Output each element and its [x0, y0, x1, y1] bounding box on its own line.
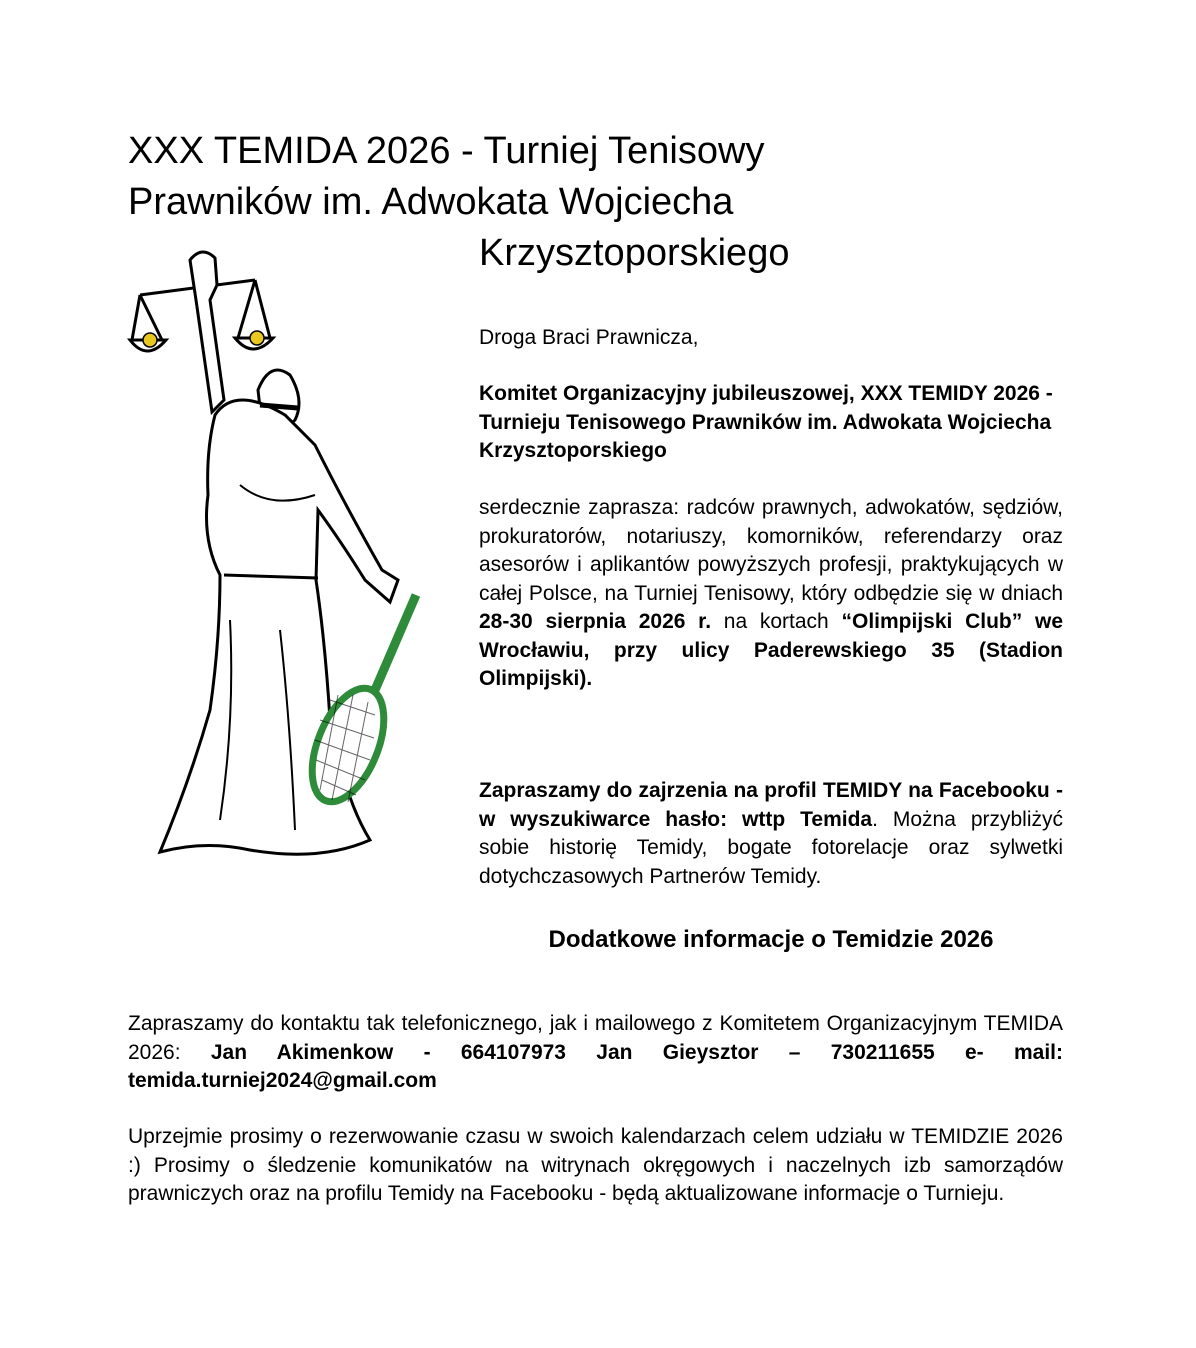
- title-line-2: Prawników im. Adwokata Wojciecha: [128, 181, 734, 223]
- contact-details: Jan Akimenkow - 664107973 Jan Gieysztor – 730211655 e- mail: temida.turniej2024@gmail.com: [128, 1040, 1063, 1092]
- additional-info-heading: Dodatkowe informacje o Temidzie 2026: [548, 926, 994, 953]
- tournament-venue: “Olimpijski Club” we Wrocławiu, przy ulicy Paderewskiego 35 (Stadion Olimpijski).: [479, 610, 1063, 690]
- title-line-3: Krzysztoporskiego: [479, 232, 790, 274]
- facebook-paragraph: [479, 777, 1063, 891]
- tennis-ball-left: [143, 333, 157, 347]
- greeting: Droga Braci Prawnicza,: [479, 326, 699, 349]
- title-line-1: XXX TEMIDA 2026 - Turniej Tenisowy: [128, 130, 765, 172]
- tournament-dates: 28-30 sierpnia 2026 r.: [479, 610, 712, 633]
- contact-paragraph: [128, 1010, 1063, 1096]
- raised-arm: [190, 252, 224, 412]
- lady-justice-tennis-illustration: [120, 240, 450, 880]
- contact-intro: Zapraszamy do kontaktu tak telefonicznego, jak i mailowego z Komitetem Organizacyjnym TEMIDA 2026:: [128, 1012, 1063, 1064]
- committee-heading: Komitet Organizacyjny jubileuszowej, XXX TEMIDY 2026 - Turnieju Tenisowego Prawników im. Adwokata Wojciecha Krzysztoporskiego: [479, 382, 1053, 462]
- closing-paragraph: Uprzejmie prosimy o rezerwowanie czasu w swoich kalendarzach celem udziału w TEMIDZIE 2026 :) Prosimy o śledzenie komunikatów na witrynach okręgowych i naczelnych izb samorządów prawniczych oraz na profilu Temidy na Facebooku - będą aktualizowane informacje o Turnieju.: [128, 1125, 1063, 1205]
- invitation-text: serdecznie zaprasza: radców prawnych, adwokatów, sędziów, prokuratorów, notariuszy, komorników, referendarzy oraz asesorów i aplikantów powyższych profesji, praktykujących w całej Polsce, na Turniej Tenisowy, który odbędzie się w dniach: [479, 496, 1063, 605]
- invitation-text-2: na kortach: [711, 610, 842, 633]
- invitation-paragraph: [479, 494, 1063, 694]
- tennis-ball-right: [250, 331, 264, 345]
- facebook-invite: Zapraszamy do zajrzenia na profil TEMIDY na Facebooku - w wyszukiwarce hasło: wttp Temida: [479, 779, 1063, 831]
- facebook-text: . Można przybliżyć sobie historię Temidy, bogate fotorelacje oraz sylwetki dotychczasowych Partnerów Temidy.: [479, 807, 1064, 888]
